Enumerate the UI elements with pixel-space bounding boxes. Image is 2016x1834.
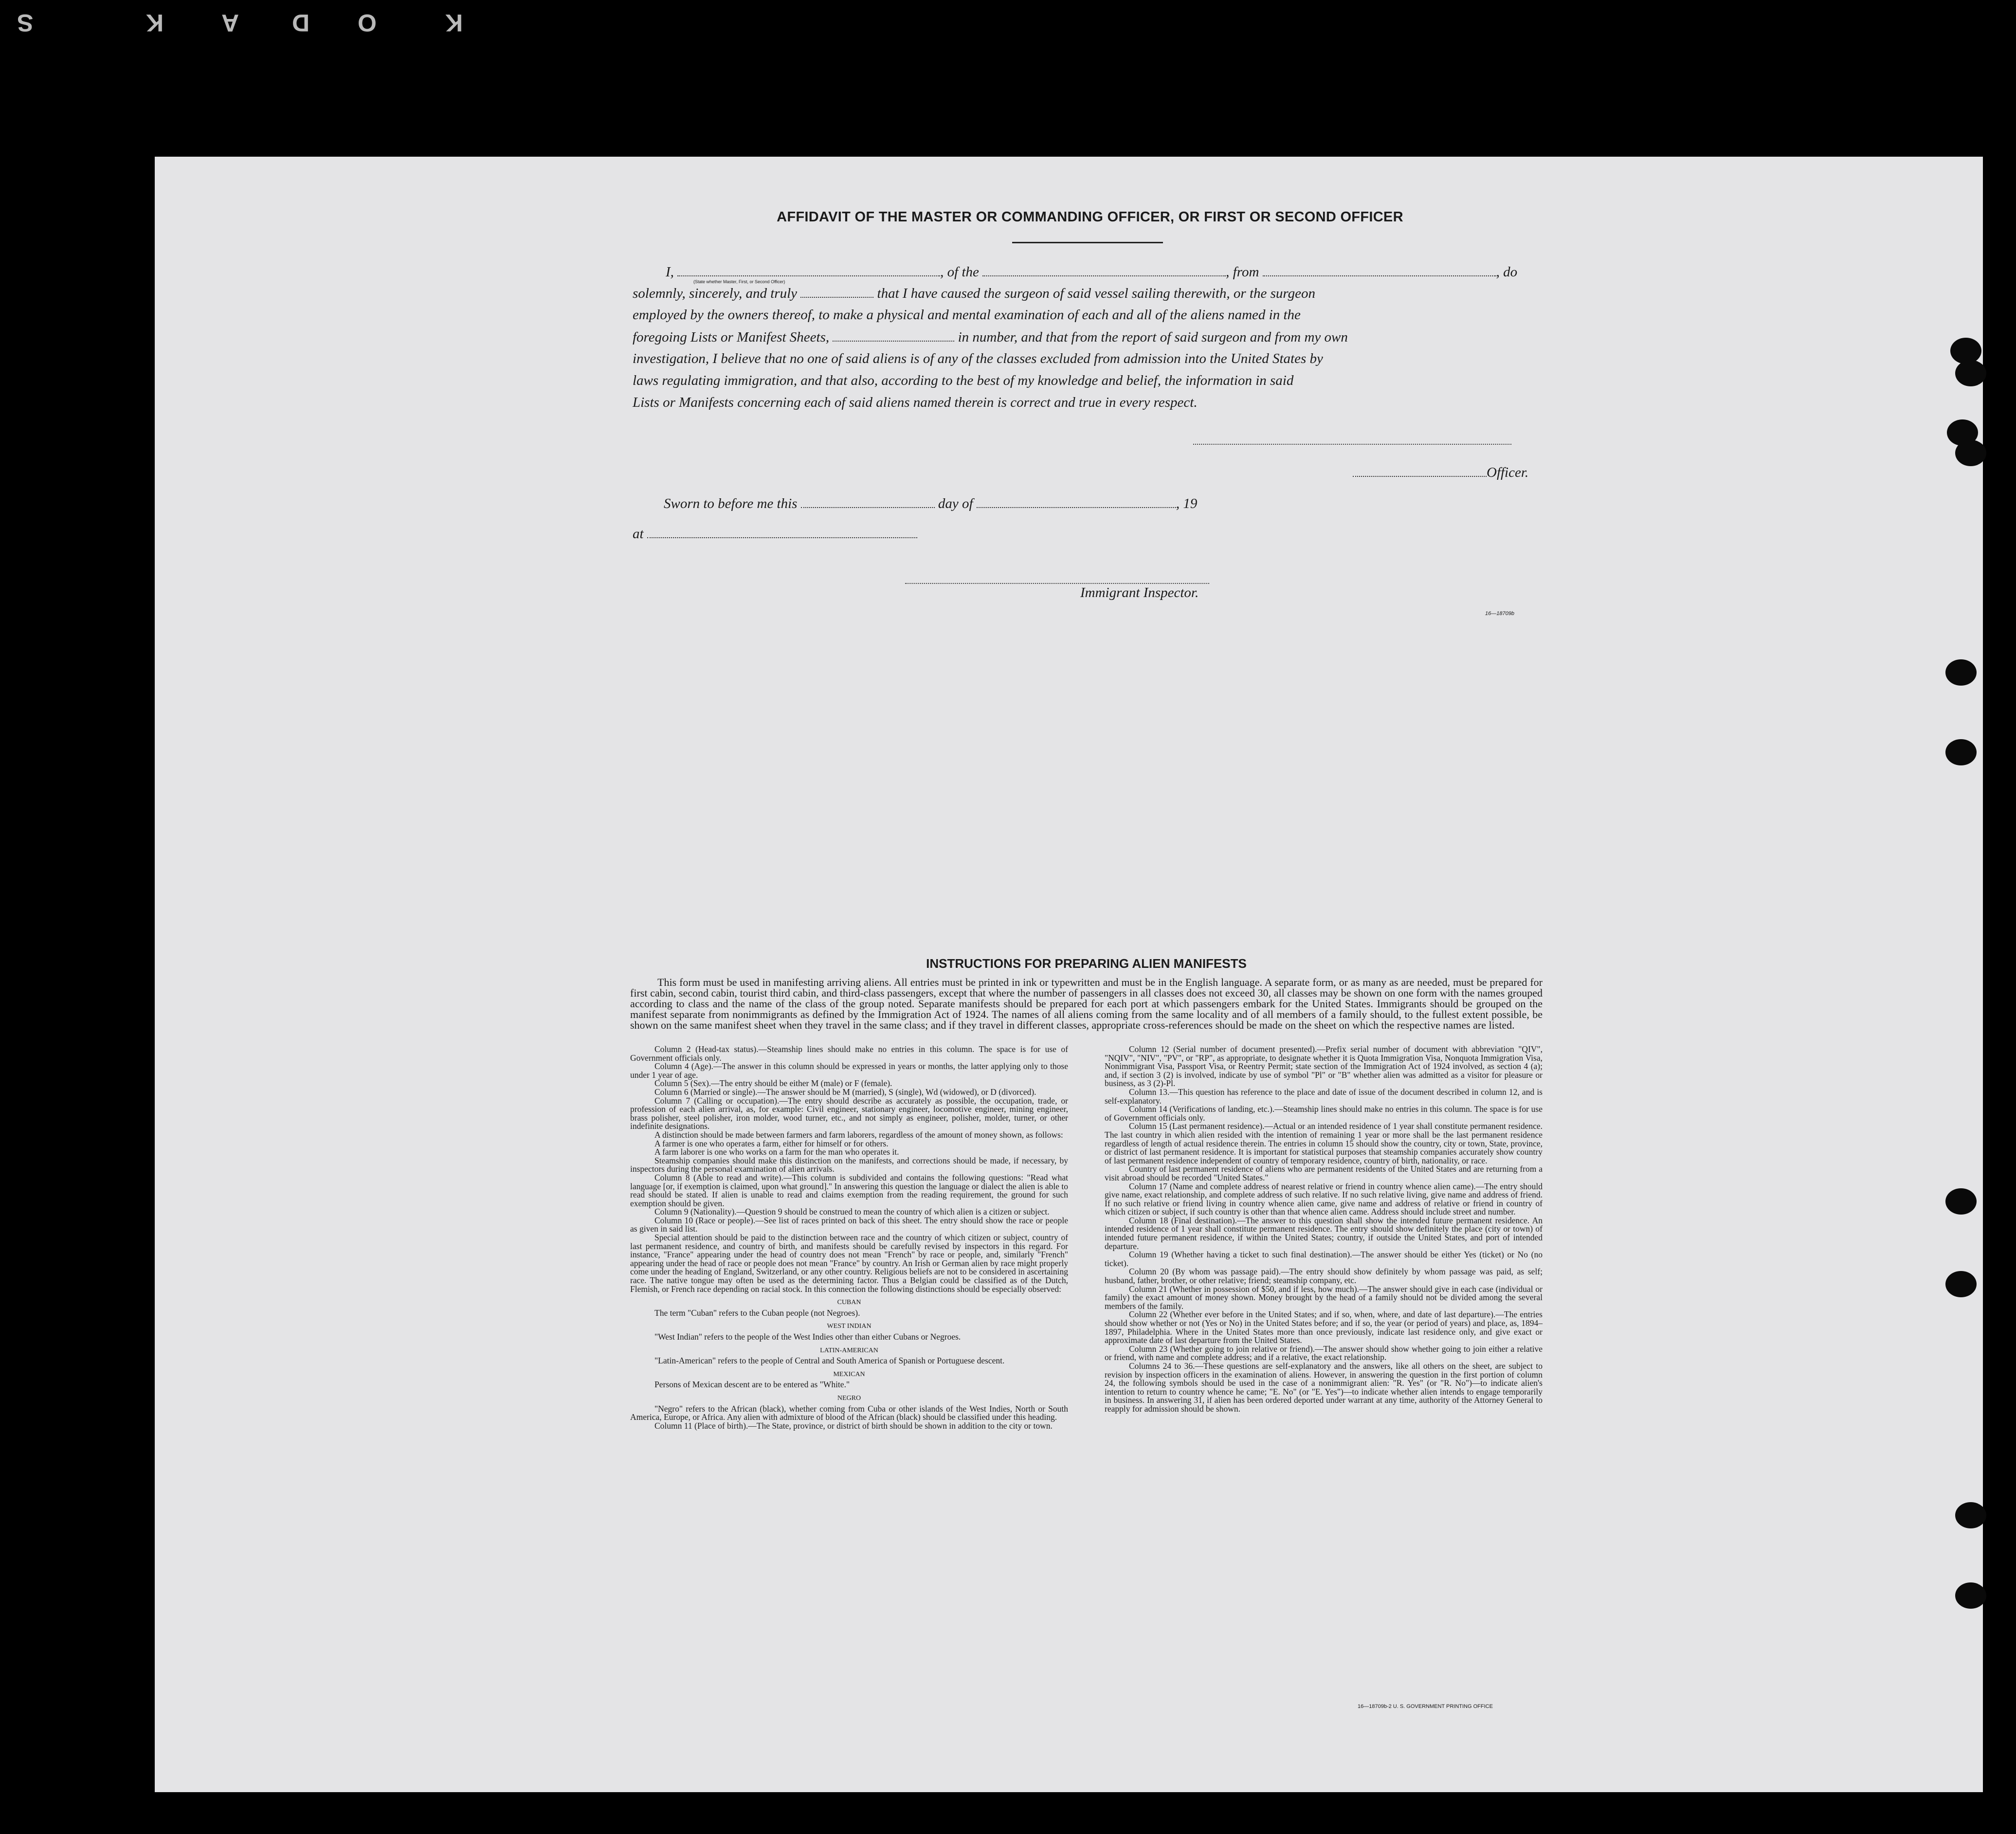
race-definition: Persons of Mexican descent are to be entered as "White.": [654, 1380, 850, 1390]
oath-blank: [800, 285, 873, 298]
instructions-left-column: [630, 1045, 1068, 1430]
race-definition: The term "Cuban" refers to the Cuban people (not Negroes).: [654, 1307, 860, 1318]
officer-line: [1353, 464, 1547, 484]
officer-signature-line: [1193, 444, 1511, 445]
instruction-paragraph: Column 9 (Nationality).—Question 9 should be construed to mean the country of which alien is a citizen or subject.: [654, 1207, 1050, 1217]
race-heading: CUBAN: [837, 1299, 861, 1307]
affidavit-line-6: laws regulating immigration, and that also, according to the best of my knowledge and belief, the information in said: [633, 373, 1294, 388]
edge-mark: S: [17, 9, 34, 36]
edge-mark: A: [221, 9, 239, 36]
edge-mark: D: [292, 9, 310, 36]
race-definition: "Negro" refers to the African (black), whether coming from Cuba or other islands of the West Indies, North or South America, Europe, or Africa. Any alien with admixture of blood of the African (black) should be classified under this heading.: [630, 1403, 1068, 1422]
punch-hole: [1950, 338, 1981, 364]
race-heading: LATIN-AMERICAN: [820, 1346, 878, 1354]
officer-blank: [1353, 464, 1487, 477]
instruction-paragraph: Column 7 (Calling or occupation).—The entry should describe as accurately as possible, the occupation, trade, or profession of each alien arrival, as, for example: Civil engineer, stationary engineer, locomotive engineer, mining engineer, brass polisher, steel polisher, iron molder, wood turner, etc., and not simply as engineer, polisher, molder, turner, or other indefinite designations.: [630, 1095, 1068, 1131]
affidavit-line-4: [633, 329, 1547, 348]
instruction-paragraph: A farm laborer is one who works on a farm for the man who operates it.: [654, 1147, 899, 1157]
officer-label: Officer.: [1487, 465, 1529, 480]
affidavit-line-5: investigation, I believe that no one of said aliens is of any of the classes excluded from admission into the United States by: [633, 351, 1323, 366]
instruction-paragraph: Column 4 (Age).—The answer in this column should be expressed in years or months, the latter applying only to those under 1 year of age.: [630, 1061, 1068, 1080]
title-rule: [1012, 242, 1163, 243]
do-label: , do: [1496, 264, 1518, 280]
instruction-paragraph: Steamship companies should make this distinction on the manifests, and corrections should be made, if necessary, by inspectors during the personal examination of alien arrivals.: [630, 1155, 1068, 1174]
race-heading: WEST INDIAN: [827, 1323, 872, 1330]
punch-hole: [1955, 360, 1986, 386]
instruction-paragraph: Columns 24 to 36.—These questions are self-explanatory and the answers, like all others on the sheet, are subject to revision by inspection officers in the examination of aliens. However, in answering the question in the first portion of column 24, the following symbols should be used in the case of a nonimmigrant alien: "R. Yes" (or "R. No")—to indicate alien's intention to return to country whence he came; "E. No" (or "E. Yes")—to indicate whether alien intends to engage temporarily in business. In answering 31, if alien has been ordered deported under warrant at any time, authority of the Attorney General to reapply for admission should be shown.: [1105, 1361, 1543, 1414]
race-heading: NEGRO: [837, 1394, 861, 1402]
state-note: (State whether Master, First, or Second Officer): [693, 279, 785, 284]
instruction-paragraph: Column 11 (Place of birth).—The State, province, or district of birth should be shown in addition to the city or town.: [654, 1420, 1053, 1431]
instruction-paragraph: Column 2 (Head-tax status).—Steamship lines should make no entries in this column. The space is for use of Government officials only.: [630, 1044, 1068, 1063]
sworn-month-blank: [977, 495, 1176, 508]
instruction-paragraph: Column 17 (Name and complete address of nearest relative or friend in country whence alien came).—The entry should give name, exact relationship, and complete address of such relative. If no such relative living, give name and address of friend. If no such relative or friend living in country whence alien came, give name and address of relative or friend in country of which citizen or subject, if such country is other than that whence alien came. Address should include street and number.: [1105, 1181, 1543, 1217]
instructions-intro: This form must be used in manifesting arriving aliens. All entries must be printed in ink or typewritten and must be in the English language. A separate form, or as many as are needed, must be prepared for first cabin, second cabin, tourist third cabin, and third-class passengers, except that where the number of passengers in all classes does not exceed 30, all classes may be shown on one form with the names grouped according to class and the name of the class of the group noted. Separate manifests should be prepared for each port at which passengers embark for the United States. Immigrants should be grouped on the manifest separate from nonimmigrants as defined by the Immigration Act of 1924. The names of all aliens coming from the same locality and of all members of a family should, to the fullest extent possible, be shown on the same manifest sheet when they travel in the same class; and if they travel in different classes, appropriate cross-references should be made on the sheet on which the respective names are listed.: [630, 976, 1543, 1031]
punch-hole: [1955, 1582, 1986, 1609]
instructions-columns: [630, 1045, 1543, 1430]
race-heading: MEXICAN: [833, 1370, 865, 1378]
affidavit-line-3: employed by the owners thereof, to make a physical and mental examination of each and all of the aliens named in the: [633, 307, 1301, 323]
instruction-paragraph: Column 22 (Whether ever before in the United States; and if so, when, where, and date of last departure).—The entries should show whether or not (Yes or No) in the United States before; and if so, the year (or period of years) and place, as, 1894–1897, Philadelphia. Where in the United States more than once previously, indicate last residence only, and give exact or approximate date of last departure from the United States.: [1105, 1309, 1543, 1345]
affidavit-line-4-start: foregoing Lists or Manifest Sheets,: [633, 329, 830, 345]
instruction-paragraph: Column 21 (Whether in possession of $50, and if less, how much).—The answer should give in each case (individual or family) the exact amount of money shown. Money brought by the head of a family should not be divided among the several members of the family.: [1105, 1284, 1543, 1311]
printing-office-code: 16—18709b-2 U. S. GOVERNMENT PRINTING OFFICE: [1358, 1704, 1493, 1709]
year-label: , 19: [1176, 496, 1198, 511]
vessel-name-blank: [982, 264, 1226, 276]
affidavit-line-4-end: in number, and that from the report of said surgeon and from my own: [958, 329, 1348, 345]
instruction-paragraph: Column 18 (Final destination).—The answer to this question shall show the intended future permanent residence. An intended residence of 1 year shall constitute permanent residence. The entry should show definitely the place (city or town) of intended future permanent residence, if within the United States; country, if outside the United States, and port of intended departure.: [1105, 1215, 1543, 1251]
instruction-paragraph: Country of last permanent residence of aliens who are permanent residents of the United States and are returning from a visit abroad should be recorded "United States.": [1105, 1164, 1543, 1182]
instruction-paragraph: A distinction should be made between farmers and farm laborers, regardless of the amount of money shown, as follows:: [654, 1129, 1063, 1140]
number-blank: [833, 329, 954, 342]
affidavit-line-2-end: that I have caused the surgeon of said vessel sailing therewith, or the surgeon: [877, 286, 1316, 301]
punch-hole: [1945, 659, 1977, 686]
from-label: , from: [1226, 264, 1259, 280]
at-label: at: [633, 526, 644, 542]
of-the-label: , of the: [940, 264, 979, 280]
instruction-paragraph: Column 8 (Able to read and write).—This column is subdivided and contains the following questions: "Read what language [or, if exemption is claimed, upon what ground]." In answering this question the language or dialect the alien is able to read should be stated. If alien is unable to read and claims exemption from the reading requirement, the ground for such exemption should be given.: [630, 1172, 1068, 1208]
officer-name-blank: [677, 264, 940, 276]
instruction-paragraph: Column 6 (Married or single).—The answer should be M (married), S (single), Wd (widowed), or D (divorced).: [654, 1087, 1036, 1097]
race-definition: "West Indian" refers to the people of the West Indies other than either Cubans or Negroes.: [654, 1332, 961, 1342]
instruction-paragraph: Column 20 (By whom was passage paid).—The entry should show definitely by whom passage was paid, as self; husband, father, brother, or other relative; friend; steamship company, etc.: [1105, 1267, 1543, 1286]
at-place-blank: [647, 526, 917, 538]
affidavit-title: AFFIDAVIT OF THE MASTER OR COMMANDING OFFICER, OR FIRST OR SECOND OFFICER: [777, 209, 1403, 225]
punch-hole: [1945, 1188, 1977, 1215]
affidavit-line-2: [633, 285, 1547, 305]
sworn-label: Sworn to before me this: [664, 496, 798, 511]
instruction-paragraph: Column 19 (Whether having a ticket to such final destination).—The answer should be either Yes (ticket) or No (no ticket).: [1105, 1250, 1543, 1268]
edge-mark: K: [445, 9, 463, 36]
race-definition: "Latin-American" refers to the people of Central and South America of Spanish or Portuguese descent.: [654, 1356, 1005, 1366]
inspector-signature-line: [905, 583, 1209, 584]
film-edge-marks: [0, 9, 487, 38]
instruction-paragraph: Column 13.—This question has reference to the place and date of issue of the document described in column 12, and is self-explanatory.: [1105, 1087, 1543, 1106]
port-blank: [1263, 264, 1496, 276]
instruction-paragraph: Column 15 (Last permanent residence).—Actual or an intended residence of 1 year shall constitute permanent residence. The last country in which alien resided with the intention of remaining 1 year or more shall be the last permanent residence regardless of length of actual residence therein. The entries in column 15 should show the country, city or town, State, province, or district of last permanent residence. It is important for statistical purposes that steamship companies accurately show country of last permanent residence independent of country of temporary residence, country of birth, nationality, or race.: [1105, 1121, 1543, 1165]
sworn-day-blank: [801, 495, 935, 508]
day-of-label: day of: [938, 496, 973, 511]
instruction-paragraph: Column 14 (Verifications of landing, etc.).—Steamship lines should make no entries in this column. The space is for use of Government officials only.: [1105, 1104, 1543, 1123]
instruction-paragraph: Column 5 (Sex).—The entry should be either M (male) or F (female).: [654, 1078, 892, 1089]
instructions-section: [630, 956, 1543, 1430]
instruction-paragraph: Column 23 (Whether going to join relative or friend).—The answer should show whether going to join either a relative or friend, with name and complete address; and if a relative, the exact relationship.: [1105, 1344, 1543, 1362]
edge-mark: K: [146, 9, 164, 36]
affidavit-line-2-start: solemnly, sincerely, and truly: [633, 286, 798, 301]
sworn-line: [633, 495, 1547, 515]
punch-hole: [1945, 739, 1977, 765]
punch-hole: [1955, 440, 1986, 466]
form-code: 16—18709b: [1485, 611, 1514, 617]
edge-mark: O: [358, 9, 377, 36]
instruction-paragraph: Column 12 (Serial number of document presented).—Prefix serial number of document with abbreviation "QIV", "NQIV", "NIV", "PV", or "RP", as appropriate, to designate whether it is Quota Immigration Visa, Nonquota Immigration Visa, Nonimmigrant Visa, Passport Visa, or Reentry Permit; state section of the Immigration Act of 1924 involved, as section 4 (a); and, if section 3 (2) is involved, indicate by use of symbol "Pl" or "B" whether alien was admitted as a visitor for pleasure or business, as 3 (2)-Pl.: [1105, 1044, 1543, 1089]
affidavit-i-label: I,: [666, 264, 674, 280]
inspector-label: Immigrant Inspector.: [1080, 585, 1199, 600]
instruction-paragraph: Special attention should be paid to the distinction between race and the country of which citizen or subject, country of last permanent residence, and country of birth, and manifests should be carefully revised by inspectors in this regard. For instance, "France" appearing under the head of country does not mean "French" by race or people, and, similarly "French" appearing under the head of race or people does not mean "France" by country. An Irish or German alien by race might properly come under the heading of England, Switzerland, or any other country. Religious beliefs are not to be considered in ascertaining race. The native tongue may often be used as the determining factor. Thus a Belgian could be classified as of the Dutch, Flemish, or French race depending on racial stock. In this connection the following distinctions should be especially observed:: [630, 1233, 1068, 1294]
at-line: [633, 526, 1547, 545]
instruction-paragraph: A farmer is one who operates a farm, either for himself or for others.: [654, 1138, 889, 1148]
punch-hole: [1945, 1271, 1977, 1297]
instruction-paragraph: Column 10 (Race or people).—See list of races printed on back of this sheet. The entry should show the race or people as given in said list.: [630, 1215, 1068, 1234]
affidavit-line-7: Lists or Manifests concerning each of said aliens named therein is correct and true in every respect.: [633, 395, 1198, 410]
instructions-right-column: [1105, 1045, 1543, 1430]
punch-hole: [1955, 1502, 1986, 1528]
instructions-title: INSTRUCTIONS FOR PREPARING ALIEN MANIFESTS: [926, 956, 1247, 971]
